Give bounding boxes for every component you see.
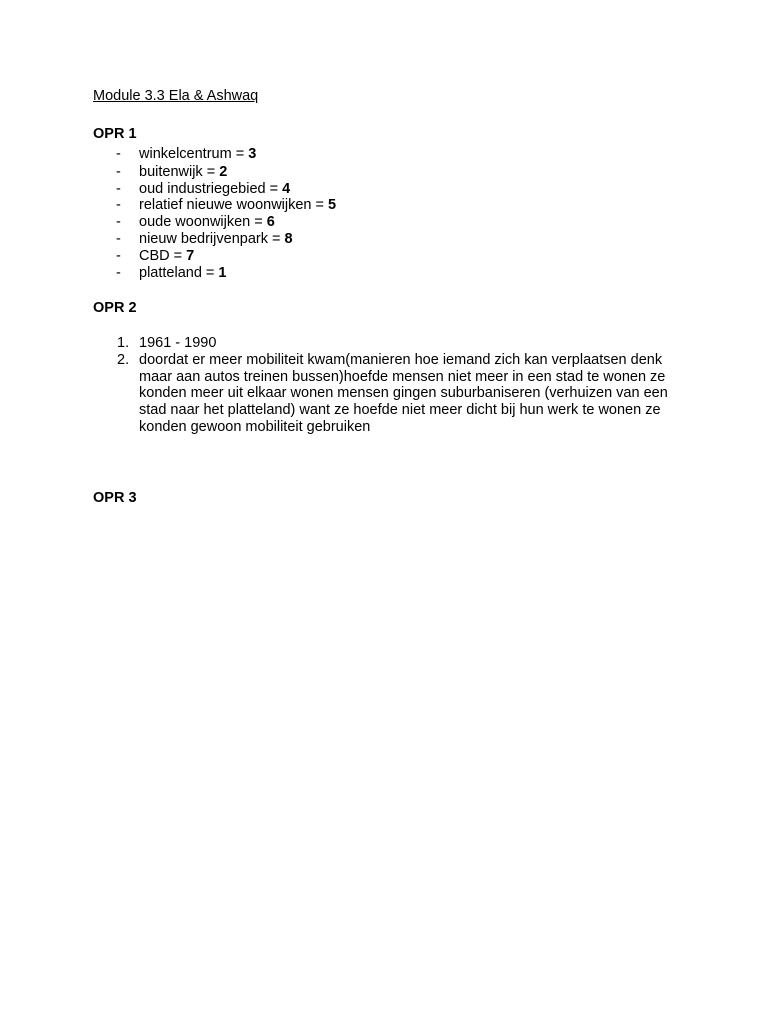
list-dash: - (116, 264, 121, 281)
list-dash: - (116, 230, 121, 247)
list-item (0, 248, 768, 265)
list-item (0, 181, 768, 198)
list-dash: - (116, 180, 121, 197)
document-title: Module 3.3 Ela & Ashwaq (93, 88, 259, 104)
list-item (0, 146, 768, 163)
list-dash: - (116, 163, 121, 180)
list-dash: - (116, 214, 121, 231)
list-item (0, 265, 768, 282)
list-item (0, 352, 768, 436)
list-number: 2. (117, 351, 130, 368)
section-heading-opr1: OPR 1 (93, 126, 137, 142)
list-number: 1. (117, 335, 130, 351)
list-dash: - (116, 247, 121, 264)
list-item (0, 214, 768, 231)
item-label: buitenwijk = (139, 163, 220, 180)
list-item (0, 197, 768, 214)
item-value: 1 (218, 264, 227, 281)
section-heading-opr2: OPR 2 (93, 300, 137, 316)
section-heading-opr3: OPR 3 (93, 490, 137, 506)
item-label: nieuw bedrijvenpark = (139, 230, 285, 247)
item-value: 5 (328, 197, 337, 214)
list-item (0, 231, 768, 248)
item-value: 2 (219, 163, 228, 180)
opr2-list (0, 335, 768, 436)
item-value: 4 (282, 180, 291, 197)
item-value: 8 (284, 230, 293, 247)
list-item (0, 335, 768, 352)
list-item (0, 164, 768, 181)
item-value: 7 (186, 247, 195, 264)
item-label: winkelcentrum = (139, 146, 249, 162)
item-text: doordat er meer mobiliteit kwam(manieren hoe iemand zich kan verplaatsen denk maar aan autos treinen bussen)hoefde mensen niet meer in een stad te wonen ze konden meer uit elkaar wonen mensen gingen suburbaniseren (verhuizen van een stad naar het platteland) want ze hoefde niet meer dicht bij hun werk te wonen ze konden gewoon mobiliteit gebruiken (139, 351, 668, 435)
item-label: CBD = (139, 247, 187, 264)
item-value: 6 (266, 214, 275, 231)
item-label: oude woonwijken = (139, 214, 267, 231)
list-dash: - (116, 146, 121, 162)
list-dash: - (116, 197, 121, 214)
item-value: 3 (248, 146, 257, 162)
opr1-list (0, 146, 768, 281)
item-label: oud industriegebied = (139, 180, 283, 197)
item-label: platteland = (139, 264, 219, 281)
item-label: relatief nieuwe woonwijken = (139, 197, 329, 214)
item-text: 1961 - 1990 (139, 335, 217, 351)
